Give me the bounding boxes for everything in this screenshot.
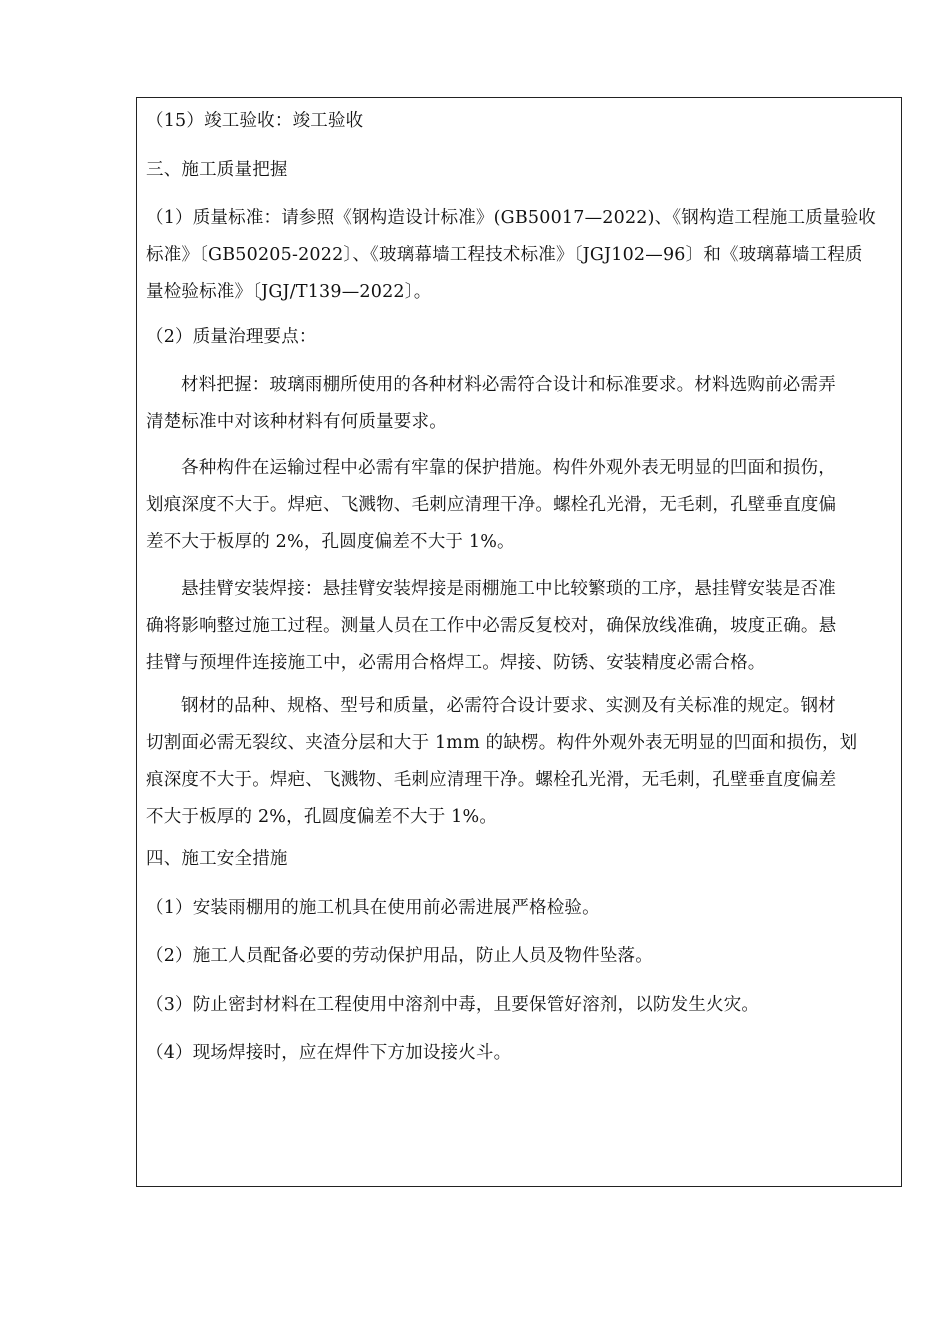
component-protection-paragraph <box>146 450 891 561</box>
item-15-completion-acceptance: （15）竣工验收：竣工验收 <box>146 111 364 131</box>
safety-item-4: （4）现场焊接时，应在焊件下方加设接火斗。 <box>146 1043 512 1063</box>
material-control-paragraph <box>146 367 891 441</box>
material-control-line: 清楚标准中对该种材料有何质量要求。 <box>146 412 447 432</box>
section-4-title: 四、施工安全措施 <box>146 849 288 869</box>
safety-item-3: （3）防止密封材料在工程使用中溶剂中毒，且要保管好溶剂，以防发生火灾。 <box>146 995 760 1015</box>
safety-item-2: （2）施工人员配备必要的劳动保护用品，防止人员及物件坠落。 <box>146 946 653 966</box>
cantilever-welding-line: 悬挂臂安装焊接：悬挂臂安装焊接是雨棚施工中比较繁琐的工序，悬挂臂安装是否准 <box>181 579 836 599</box>
cantilever-welding-line: 挂臂与预埋件连接施工中，必需用合格焊工。焊接、防锈、安装精度必需合格。 <box>146 653 766 673</box>
steel-requirements-paragraph <box>146 688 891 836</box>
quality-standard-paragraph <box>146 200 891 311</box>
component-protection-line: 差不大于板厚的 2%，孔圆度偏差不大于 1%。 <box>146 532 515 552</box>
document-table-cell <box>136 97 902 1187</box>
quality-standard-line: （1）质量标准：请参照《钢构造设计标准》(GB50017—2022)、《钢构造工程施工质量验收 <box>146 208 876 228</box>
quality-standard-line: 量检验标准》〔JGJ/T139—2022〕。 <box>146 282 432 302</box>
steel-requirements-line: 不大于板厚的 2%，孔圆度偏差不大于 1%。 <box>146 807 498 827</box>
cantilever-welding-line: 确将影响整过施工过程。测量人员在工作中必需反复校对，确保放线准确，坡度正确。悬 <box>146 616 837 636</box>
steel-requirements-line: 切割面必需无裂纹、夹渣分层和大于 1mm 的缺楞。构件外观外表无明显的凹面和损伤，划 <box>146 733 858 753</box>
component-protection-line: 划痕深度不大于。焊疤、飞溅物、毛刺应清理干净。螺栓孔光滑，无毛刺，孔壁垂直度偏 <box>146 495 837 515</box>
steel-requirements-line: 痕深度不大于。焊疤、飞溅物、毛刺应清理干净。螺栓孔光滑，无毛刺，孔壁垂直度偏差 <box>146 770 837 790</box>
component-protection-line: 各种构件在运输过程中必需有牢靠的保护措施。构件外观外表无明显的凹面和损伤， <box>181 458 836 478</box>
section-3-title: 三、施工质量把握 <box>146 160 288 180</box>
quality-standard-line: 标准》〔GB50205-2022〕、《玻璃幕墙工程技术标准》〔JGJ102—96〕和《玻璃幕墙工程质 <box>146 245 863 265</box>
material-control-line: 材料把握：玻璃雨棚所使用的各种材料必需符合设计和标准要求。材料选购前必需弄 <box>181 375 836 395</box>
quality-points-title: （2）质量治理要点： <box>146 327 317 347</box>
steel-requirements-line: 钢材的品种、规格、型号和质量，必需符合设计要求、实测及有关标准的规定。钢材 <box>181 696 836 716</box>
safety-item-1: （1）安装雨棚用的施工机具在使用前必需进展严格检验。 <box>146 898 600 918</box>
cantilever-welding-paragraph <box>146 571 891 682</box>
